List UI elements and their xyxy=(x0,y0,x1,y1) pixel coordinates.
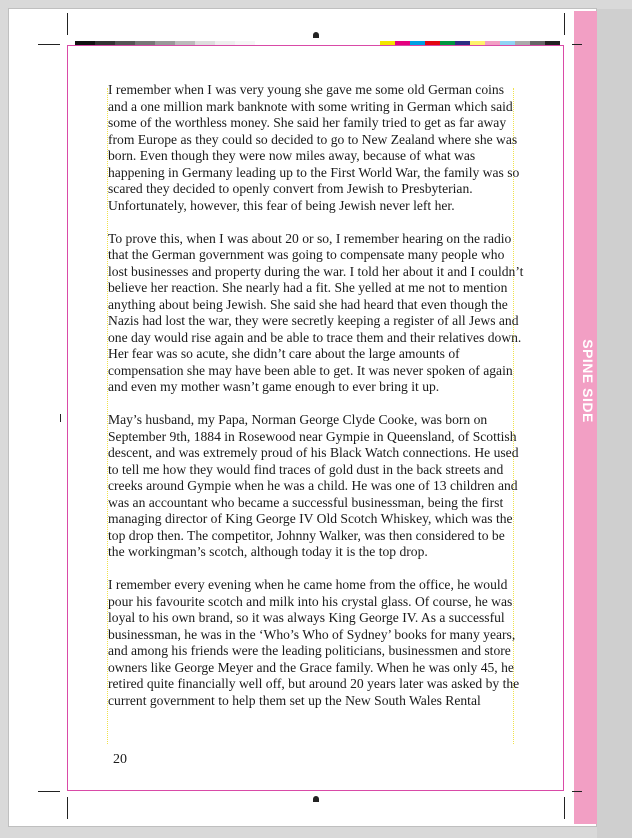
crop-mark xyxy=(572,44,582,45)
paragraph: To prove this, when I was about 20 or so, I remember hearing on the radio that the German government was going to compensate many people who lost businesses and property during the war. I told her about it and I couldn’t believe her reaction. She nearly had a fit. She yelled at me not to mention anything about being Jewish. She said she had heard that even though the Nazis had lost the war, they were secretly keeping a register of all Jews and one day would rise again and be able to trace them and their relatives down. Her fear was so acute, she didn’t care about the large amounts of compensation she may have been able to get. It was never spoken of again and even my mother wasn’t game enough to ever bring it up. xyxy=(108,230,524,394)
paragraph: May’s husband, my Papa, Norman George Clyde Cooke, was born on September 9th, 1884 in Rosewood near Gympie in Queensland, of Scottish descent, and was extremely proud of his Black Watch connections. He used to tell me how they would find traces of gold dust in the back streets and creeks around Gympie when he was a child. He was one of 13 children and was an accountant who became a successful businessman, being the first managing director of King George IV Old Scotch Whiskey, which was the top drop then. The competitor, Johnny Walker, was then considered to be the workingman’s scotch, although today it is the top drop. xyxy=(108,412,519,559)
crop-mark xyxy=(38,791,60,792)
crop-mark xyxy=(60,414,61,422)
spine-label: SPINE SIDE xyxy=(580,339,596,423)
color-calibration-bar xyxy=(380,33,560,38)
paragraph: I remember when I was very young she gave me some old German coins and a one million mark banknote with some writing in German which said some of the worthless money. She said her family tried to get as far away from Europe as they could so decided to go to New Zealand where she was born. Even though they were now miles away, because of what was happening in Germany leading up to the First World War, the family was so scared they decided to openly convert from Jewish to Presbyterian. Unfortunately, however, this fear of being Jewish never left her. xyxy=(108,82,520,213)
crop-mark xyxy=(564,13,565,35)
registration-mark xyxy=(313,796,319,802)
scroll-gutter xyxy=(597,9,632,838)
crop-mark xyxy=(67,13,68,35)
crop-mark xyxy=(564,797,565,819)
paragraph: I remember every evening when he came home from the office, he would pour his favourite scotch and milk into his crystal glass. Of course, he was loyal to his own brand, so it was always King George IV. As a successful businessman, he was in the ‘Who’s Who of Sydney’ books for many years, and among his friends were the leading politicians, businessmen and store owners like George Meyer and the Grace family. When he was only 45, he retired quite financially well off, but around 20 years later was asked by the current government to help them set up the New South Wales Rental xyxy=(108,577,520,708)
crop-mark xyxy=(572,791,582,792)
spine-band xyxy=(574,11,597,824)
registration-mark xyxy=(313,32,319,38)
crop-mark xyxy=(38,44,60,45)
page-number: 20 xyxy=(113,752,127,767)
crop-mark xyxy=(67,797,68,819)
grayscale-calibration-bar xyxy=(75,33,275,38)
body-text xyxy=(108,82,524,726)
